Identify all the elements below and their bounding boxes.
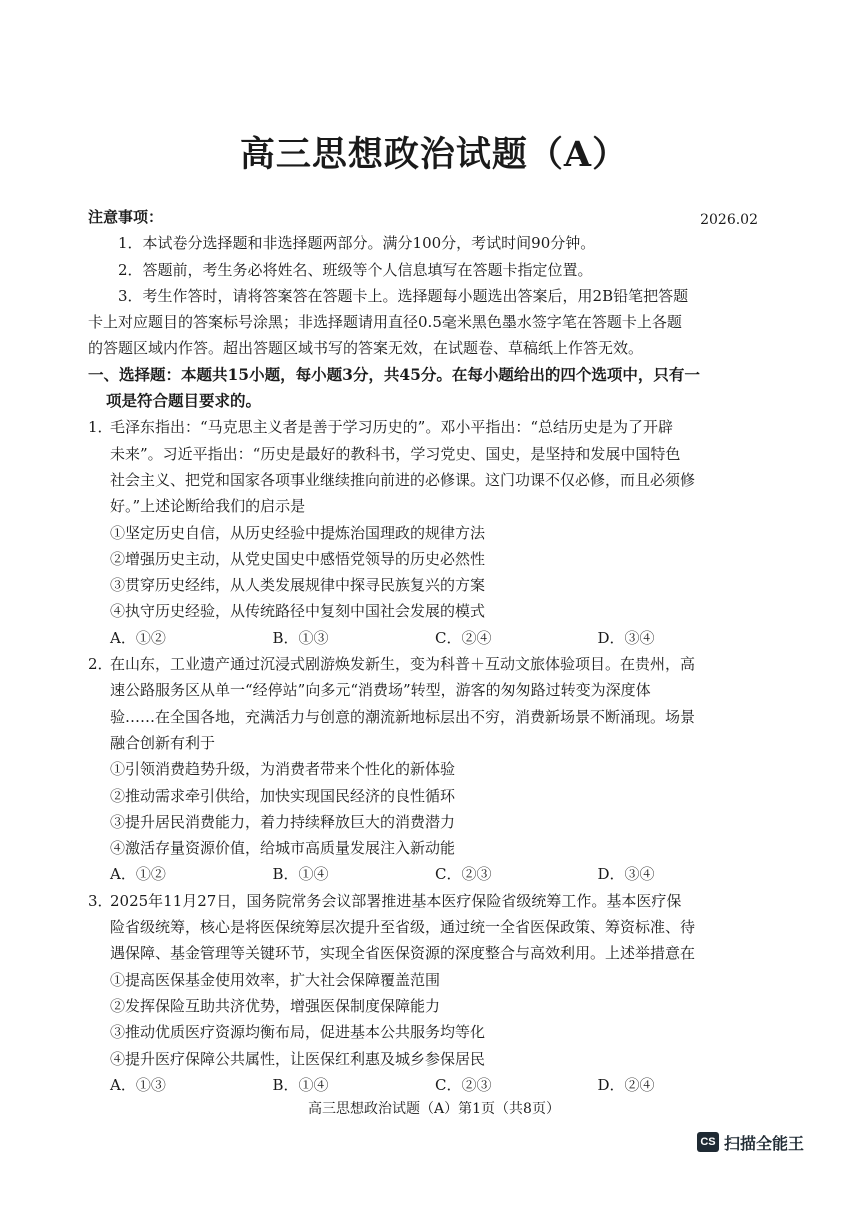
- question-stem-line: 在山东，工业遗产通过沉浸式剧游焕发新生，变为科普＋互动文旅体验项目。在贵州，高: [110, 655, 696, 674]
- statement-option: ④提升医疗保障公共属性，让医保红利惠及城乡参保居民: [110, 1049, 486, 1068]
- choice-c: C．②③: [435, 865, 492, 884]
- statement-option: ④激活存量资源价值，给城市高质量发展注入新动能: [110, 839, 456, 858]
- question-number: 3．: [88, 891, 113, 910]
- question-stem-line: 2025年11月27日，国务院常务会议部署推进基本医疗保险省级统筹工作。基本医疗保: [110, 891, 682, 910]
- statement-option: ①引领消费趋势升级，为消费者带来个性化的新体验: [110, 760, 456, 779]
- statement-option: ③推动优质医疗资源均衡布局，促进基本公共服务均等化: [110, 1023, 486, 1042]
- question-stem-line: 社会主义、把党和国家各项事业继续推向前进的必修课。这门功课不仅必修，而且必须修: [110, 470, 696, 489]
- question-stem-line: 未来”。习近平指出：“历史是最好的教科书，学习党史、国史，是坚持和发展中国特色: [110, 444, 681, 463]
- answer-choices: [88, 1072, 760, 1098]
- question-stem-line: 验……在全国各地，充满活力与创意的潮流新地标层出不穷，消费新场景不断涌现。场景: [110, 707, 696, 726]
- section-heading: 一、选择题：本题共15小题，每小题3分，共45分。在每小题给出的四个选项中，只有一: [88, 364, 700, 384]
- statement-option: ④执守历史经验，从传统路径中复刻中国社会发展的模式: [110, 602, 486, 621]
- statement-option: ③贯穿历史经纬，从人类发展规律中探寻民族复兴的方案: [110, 576, 486, 595]
- question-2: [88, 651, 760, 888]
- choice-b: B．①④: [272, 1075, 329, 1094]
- choice-a: A．①②: [110, 865, 166, 884]
- choice-d: D．③④: [597, 628, 655, 647]
- scanner-watermark: [697, 1130, 804, 1154]
- question-number: 1．: [88, 418, 113, 437]
- choice-c: C．②④: [435, 628, 492, 647]
- notice-item: 3．考生作答时，请将答案答在答题卡上。选择题每小题选出答案后，用2B铅笔把答题: [118, 286, 689, 305]
- watermark-text: 扫描全能王: [724, 1133, 805, 1153]
- question-stem-line: 速公路服务区从单一“经停站”向多元“消费场”转型，游客的匆匆路过转变为深度体: [110, 681, 651, 700]
- notice-item: 1．本试卷分选择题和非选择题两部分。满分100分，考试时间90分钟。: [118, 234, 596, 253]
- statement-option: ①提高医保基金使用效率，扩大社会保障覆盖范围: [110, 970, 441, 989]
- question-stem-line: 融合创新有利于: [110, 733, 216, 752]
- notice-item-continued: 的答题区域内作答。超出答题区域书写的答案无效，在试题卷、草稿纸上作答无效。: [88, 339, 644, 358]
- statement-option: ①坚定历史自信，从历史经验中提炼治国理政的规律方法: [110, 523, 486, 542]
- question-3: [88, 888, 760, 1098]
- question-stem-line: 好。”上述论断给我们的启示是: [110, 497, 306, 516]
- answer-choices: [88, 625, 760, 651]
- statement-option: ②发挥保险互助共济优势，增强医保制度保障能力: [110, 996, 441, 1015]
- answer-choices: [88, 861, 760, 887]
- page-title: 高三思想政治试题（A）: [239, 134, 629, 175]
- statement-option: ③提升居民消费能力，着力持续释放巨大的消费潜力: [110, 812, 456, 831]
- question-1: [88, 414, 760, 651]
- page-footer: 高三思想政治试题（A）第1页（共8页）: [308, 1101, 560, 1117]
- notice-heading: 注意事项：: [88, 208, 164, 226]
- exam-date: 2026.02: [700, 212, 758, 228]
- statement-option: ②增强历史主动，从党史国史中感悟党领导的历史必然性: [110, 549, 486, 568]
- question-stem-line: 遇保障、基金管理等关键环节，实现全省医保资源的深度整合与高效利用。上述举措意在: [110, 944, 696, 963]
- question-stem-line: 毛泽东指出：“马克思主义者是善于学习历史的”。邓小平指出：“总结历史是为了开辟: [110, 418, 674, 437]
- section-heading-continued: 项是符合题目要求的。: [106, 391, 262, 411]
- question-number: 2．: [88, 655, 113, 674]
- notice-item-continued: 卡上对应题目的答案标号涂黑；非选择题请用直径0.5毫米黑色墨水签字笔在答题卡上各题: [88, 313, 682, 332]
- question-stem-line: 险省级统筹，核心是将医保统筹层次提升至省级，通过统一全省医保政策、筹资标准、待: [110, 918, 696, 937]
- camscanner-logo-icon: CS: [697, 1132, 719, 1152]
- choice-c: C．②③: [435, 1075, 492, 1094]
- choice-b: B．①④: [272, 865, 329, 884]
- statement-option: ②推动需求牵引供给，加快实现国民经济的良性循环: [110, 786, 456, 805]
- choice-b: B．①③: [272, 628, 329, 647]
- notice-item: 2．答题前，考生务必将姓名、班级等个人信息填写在答题卡指定位置。: [118, 260, 593, 279]
- choice-a: A．①②: [110, 628, 166, 647]
- choice-d: D．②④: [597, 1075, 655, 1094]
- choice-d: D．③④: [597, 865, 655, 884]
- choice-a: A．①③: [110, 1075, 166, 1094]
- notice-section: [88, 204, 760, 1098]
